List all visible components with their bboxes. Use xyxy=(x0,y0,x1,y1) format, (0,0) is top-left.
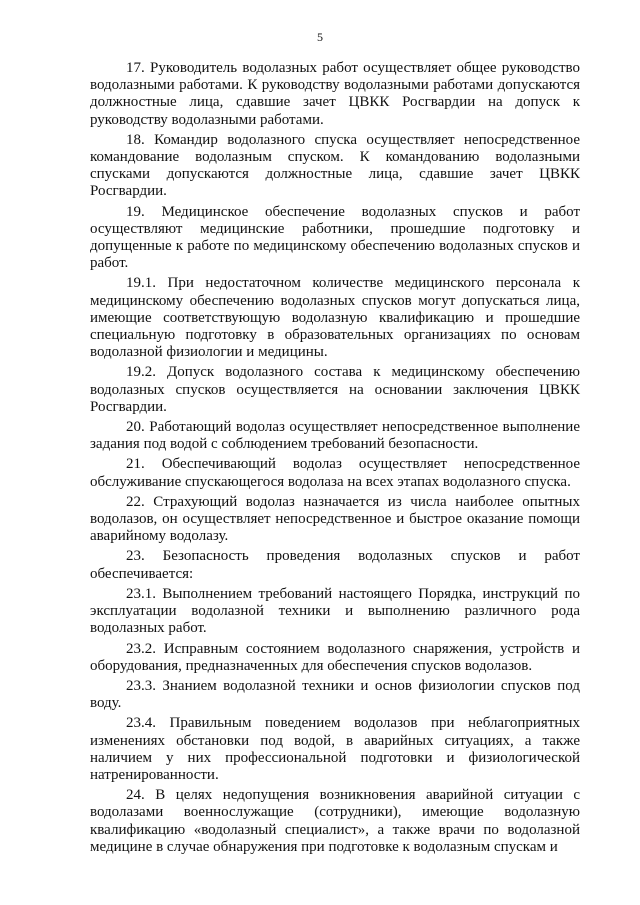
paragraph-23-4: 23.4. Правильным поведением водолазов при неблагоприятных изменениях обстановки под водой, в аварийных ситуациях, а также наличием у них профессиональной подготовки и физиологической натренированности. xyxy=(90,715,580,783)
paragraph-19-1: 19.1. При недостаточном количестве медицинского персонала к медицинскому обеспечению водолазных спусков могут допускаться лица, имеющие соответствующую водолазную квалификацию и прошедшие специальную подготовку в образовательных организациях по основам водолазной физиологии и медицины. xyxy=(90,275,580,361)
paragraph-23-3: 23.3. Знанием водолазной техники и основ физиологии спусков под воду. xyxy=(90,677,580,712)
page-number: 5 xyxy=(317,30,323,44)
paragraph-23-1: 23.1. Выполнением требований настоящего Порядка, инструкций по эксплуатации водолазной техники и выполнению различного рода водолазных работ. xyxy=(90,585,580,637)
paragraph-20: 20. Работающий водолаз осуществляет непосредственное выполнение задания под водой с соблюдением требований безопасности. xyxy=(90,419,580,453)
paragraph-17: 17. Руководитель водолазных работ осуществляет общее руководство водолазными работами. К руководству водолазными работами допускаются должностные лица, сдавшие зачет ЦВКК Росгвардии на допуск к руководству водолазными работами. xyxy=(90,60,580,128)
document-body xyxy=(90,60,580,859)
paragraph-19: 19. Медицинское обеспечение водолазных спусков и работ осуществляют медицинские работники, прошедшие подготовку и допущенные к работе по медицинскому обеспечению водолазных спусков и работ. xyxy=(90,203,580,272)
paragraph-23-2: 23.2. Исправным состоянием водолазного снаряжения, устройств и оборудования, предназначенных для обеспечения спусков водолазов. xyxy=(90,640,580,674)
paragraph-19-2: 19.2. Допуск водолазного состава к медицинскому обеспечению водолазных спусков осуществляется на основании заключения ЦВКК Росгвардии. xyxy=(90,364,580,415)
paragraph-22: 22. Страхующий водолаз назначается из числа наиболее опытных водолазов, он осуществляет непосредственное и быстрое оказание помощи аварийному водолазу. xyxy=(90,493,580,545)
paragraph-18: 18. Командир водолазного спуска осуществляет непосредственное командование водолазным спуском. К командованию водолазными спусками допускаются должностные лица, сдавшие зачет ЦВКК Росгвардии. xyxy=(90,131,580,200)
paragraph-23: 23. Безопасность проведения водолазных спусков и работ обеспечивается: xyxy=(90,548,580,582)
paragraph-21: 21. Обеспечивающий водолаз осуществляет непосредственное обслуживание спускающегося водолаза на всех этапах водолазного спуска. xyxy=(90,456,580,490)
paragraph-24: 24. В целях недопущения возникновения аварийной ситуации с водолазами военнослужащие (сотрудники), имеющие водолазную квалификацию «водолазный специалист», а также врачи по водолазной медицине в случае обнаружения при подготовке к водолазным спускам и xyxy=(90,787,580,855)
